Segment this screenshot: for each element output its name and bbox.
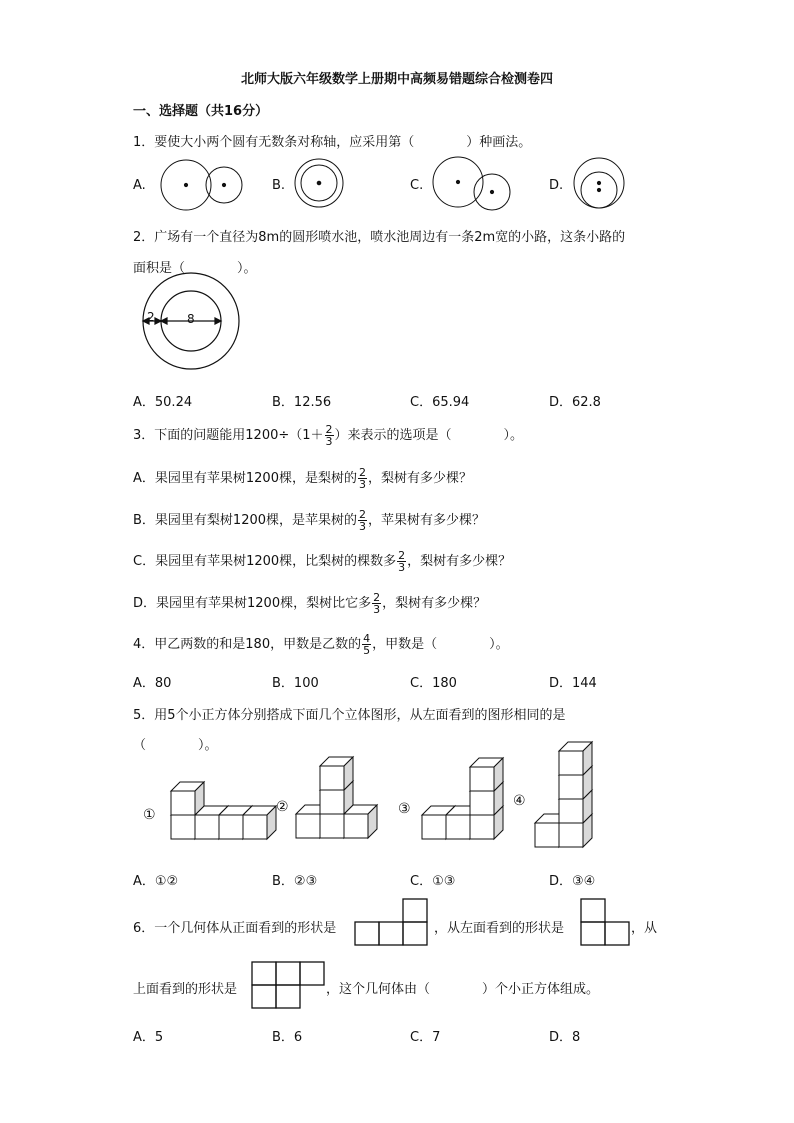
q3-text-pre: 3．下面的问题能用1200÷（1＋ — [133, 428, 324, 443]
q6-top-view — [252, 962, 324, 1008]
question-2-line1: 2．广场有一个直径为8m的圆形喷水池，喷水池周边有一条2m宽的小路，这条小路的 — [133, 230, 626, 245]
q4-text-pre: 4．甲乙两数的和是180，甲数是乙数的 — [133, 637, 362, 652]
q1-option-d-label: D. — [549, 178, 564, 193]
q4-frac-den: 5 — [363, 644, 371, 657]
q6-option-d: D．8 — [549, 1030, 581, 1045]
q1-option-b-label: B. — [272, 178, 286, 193]
q3-c-num: 2 — [398, 549, 406, 562]
q5-option-a: A．①② — [133, 874, 179, 889]
q4-option-d: D．144 — [549, 676, 597, 691]
q5-option-c: C．①③ — [410, 874, 456, 889]
q3-frac-den: 3 — [325, 435, 333, 448]
q4-frac-num: 4 — [363, 632, 371, 645]
question-5-line2: （ ）。 — [133, 738, 218, 753]
q3-d-post: ，梨树有多少棵？ — [382, 596, 487, 611]
q3-b-den: 3 — [359, 520, 367, 533]
q3-b-num: 2 — [359, 508, 367, 521]
q2-diameter-label: 8 — [187, 312, 195, 326]
q3-c-pre: C．果园里有苹果树1200棵，比梨树的棵数多 — [133, 554, 397, 569]
q5-figure-label-2: ② — [276, 799, 289, 815]
q2-option-c: C．65.94 — [410, 395, 470, 410]
q5-figure-label-1: ① — [143, 807, 156, 823]
q3-d-num: 2 — [373, 591, 381, 604]
q5-option-b: B．②③ — [272, 874, 318, 889]
question-6-part4: 上面看到的形状是 — [133, 982, 238, 997]
question-5-line1: 5．用5个小正方体分别搭成下面几个立体图形，从左面看到的图形相同的是 — [133, 708, 566, 723]
question-6-part1: 6．一个几何体从正面看到的形状是 — [133, 921, 337, 936]
q2-option-a: A．50.24 — [133, 395, 193, 410]
q3-text-post: ）来表示的选项是（ ）。 — [334, 428, 524, 443]
q6-left-view — [581, 899, 629, 945]
q6-option-a: A．5 — [133, 1030, 164, 1045]
q4-option-a: A．80 — [133, 676, 172, 691]
q3-a-post: ，梨树有多少棵？ — [367, 471, 472, 486]
q3-b-pre: B．果园里有梨树1200棵，是苹果树的 — [133, 513, 358, 528]
q4-text-post: ，甲数是（ ）。 — [372, 637, 509, 652]
q3-frac-num: 2 — [325, 423, 333, 436]
q3-d-den: 3 — [373, 603, 381, 616]
q3-a-den: 3 — [358, 478, 366, 491]
q3-d-pre: D．果园里有苹果树1200棵，梨树比它多 — [133, 596, 372, 611]
q4-option-b: B．100 — [272, 676, 319, 691]
question-2-line2: 面积是（ ）。 — [133, 261, 257, 276]
q1-option-c-label: C. — [410, 178, 424, 193]
q2-option-b: B．12.56 — [272, 395, 332, 410]
q6-option-c: C．7 — [410, 1030, 441, 1045]
question-1-text: 1．要使大小两个圆有无数条对称轴，应采用第（ ）种画法。 — [133, 135, 532, 150]
page-title: 北师大版六年级数学上册期中高频易错题综合检测卷四 — [240, 72, 553, 87]
q3-c-den: 3 — [398, 561, 406, 574]
q3-a-num: 2 — [358, 466, 366, 479]
q3-b-post: ，苹果树有多少棵？ — [368, 513, 486, 528]
q4-option-c: C．180 — [410, 676, 457, 691]
q3-c-post: ，梨树有多少棵？ — [407, 554, 512, 569]
question-6-part3: ，从 — [631, 921, 658, 936]
q6-option-b: B．6 — [272, 1030, 303, 1045]
q6-front-view — [355, 899, 427, 945]
q1-option-a-label: A. — [133, 178, 146, 193]
section-heading: 一、选择题（共16分） — [133, 104, 269, 119]
q5-figure-label-4: ④ — [513, 793, 526, 809]
q5-option-d: D．③④ — [549, 874, 596, 889]
q3-a-pre: A．果园里有苹果树1200棵，是梨树的 — [133, 471, 357, 486]
question-6-part5: ，这个几何体由（ ）个小正方体组成。 — [326, 982, 600, 997]
q2-option-d: D．62.8 — [549, 395, 601, 410]
question-6-part2: ，从左面看到的形状是 — [434, 921, 565, 936]
q2-width-label: 2 — [147, 310, 155, 324]
q5-figure-label-3: ③ — [398, 801, 411, 817]
